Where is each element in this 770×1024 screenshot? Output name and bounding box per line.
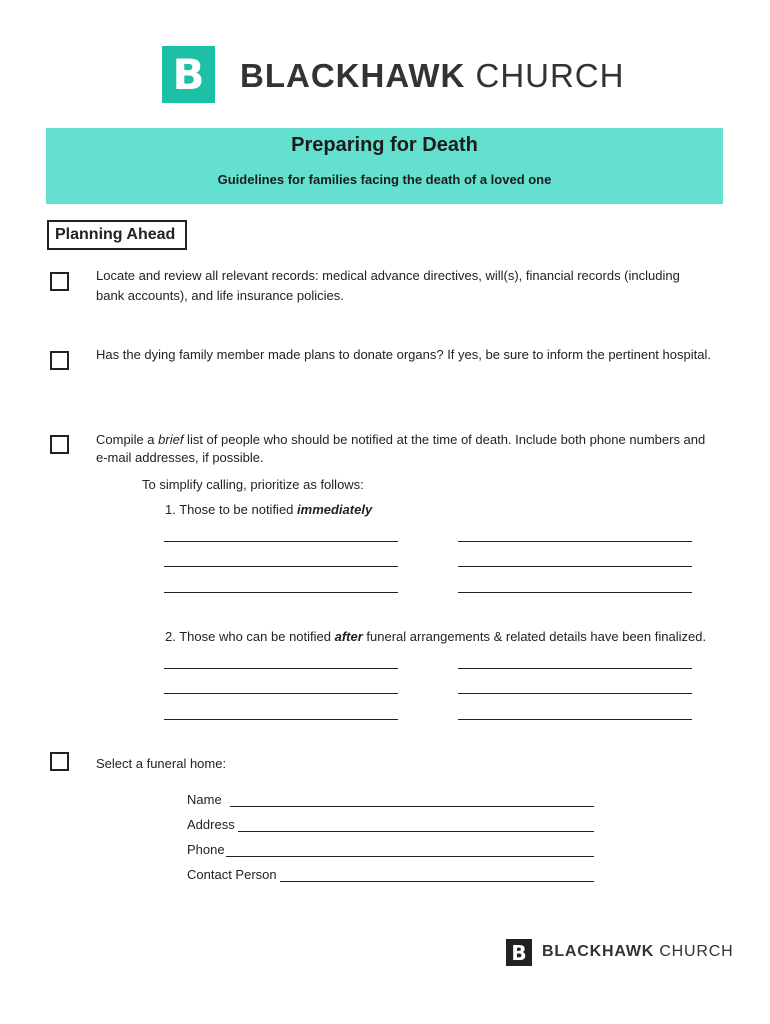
checkbox-records[interactable] <box>50 272 69 291</box>
notify-immediately-line[interactable] <box>164 566 398 567</box>
notify-after-line[interactable] <box>164 668 398 669</box>
logo-letter: B <box>172 50 205 99</box>
field-label-address: Address <box>187 817 235 832</box>
footer-brand-light: CHURCH <box>659 943 734 960</box>
item-records-text: Locate and review all relevant records: medical advance directives, will(s), financial records (including bank accounts), and life insurance policies. <box>96 268 680 303</box>
notify-step-1: 1. Those to be notified immediately <box>165 502 373 517</box>
notify-immediately-line[interactable] <box>458 566 692 567</box>
field-label-name: Name <box>187 792 222 807</box>
notify-after-line[interactable] <box>458 719 692 720</box>
field-label-phone: Phone <box>187 842 225 857</box>
notify-immediately-line[interactable] <box>164 541 398 542</box>
notify-immediately-line[interactable] <box>458 541 692 542</box>
notify-after-line[interactable] <box>164 693 398 694</box>
church-brand-name <box>240 58 624 94</box>
funeral-phone-field[interactable] <box>226 856 594 857</box>
brand-bold: BLACKHAWK <box>240 57 466 94</box>
notify-step-2: 2. Those who can be notified after funeral arrangements & related details have been finalized. <box>165 629 707 644</box>
section-heading: Planning Ahead <box>47 220 187 250</box>
footer-brand-name <box>542 943 733 961</box>
item-notify-text: Compile a brief list of people who should be notified at the time of death. Include both phone numbers and e-mail addresses, if possible. <box>96 432 706 465</box>
emphasis-after: after <box>334 629 363 644</box>
emphasis-immediately: immediately <box>297 502 373 517</box>
notify-after-line[interactable] <box>164 719 398 720</box>
checkbox-funeral-home[interactable] <box>50 752 69 771</box>
emphasis-brief: brief <box>158 432 184 447</box>
brand-light: CHURCH <box>475 57 625 94</box>
footer-logo-letter: B <box>511 941 527 965</box>
item-funeral-text: Select a funeral home: <box>96 756 227 771</box>
checkbox-organ-donation[interactable] <box>50 351 69 370</box>
notify-after-line[interactable] <box>458 693 692 694</box>
funeral-address-field[interactable] <box>238 831 594 832</box>
church-logo-mark <box>162 46 215 103</box>
notify-after-line[interactable] <box>458 668 692 669</box>
title-banner <box>46 128 723 204</box>
funeral-name-field[interactable] <box>230 806 594 807</box>
notify-immediately-line[interactable] <box>458 592 692 593</box>
item-organ-text: Has the dying family member made plans to donate organs? If yes, be sure to inform the pertinent hospital. <box>96 347 711 362</box>
footer-brand-bold: BLACKHAWK <box>542 943 655 960</box>
simplify-note: To simplify calling, prioritize as follows: <box>142 477 364 492</box>
notify-immediately-line[interactable] <box>164 592 398 593</box>
funeral-contact-field[interactable] <box>280 881 594 882</box>
checkbox-notify-list[interactable] <box>50 435 69 454</box>
page-subtitle: Guidelines for families facing the death of a loved one <box>217 172 552 187</box>
page-title: Preparing for Death <box>291 134 478 156</box>
footer-logo-mark <box>506 939 532 966</box>
field-label-contact: Contact Person <box>187 867 277 882</box>
